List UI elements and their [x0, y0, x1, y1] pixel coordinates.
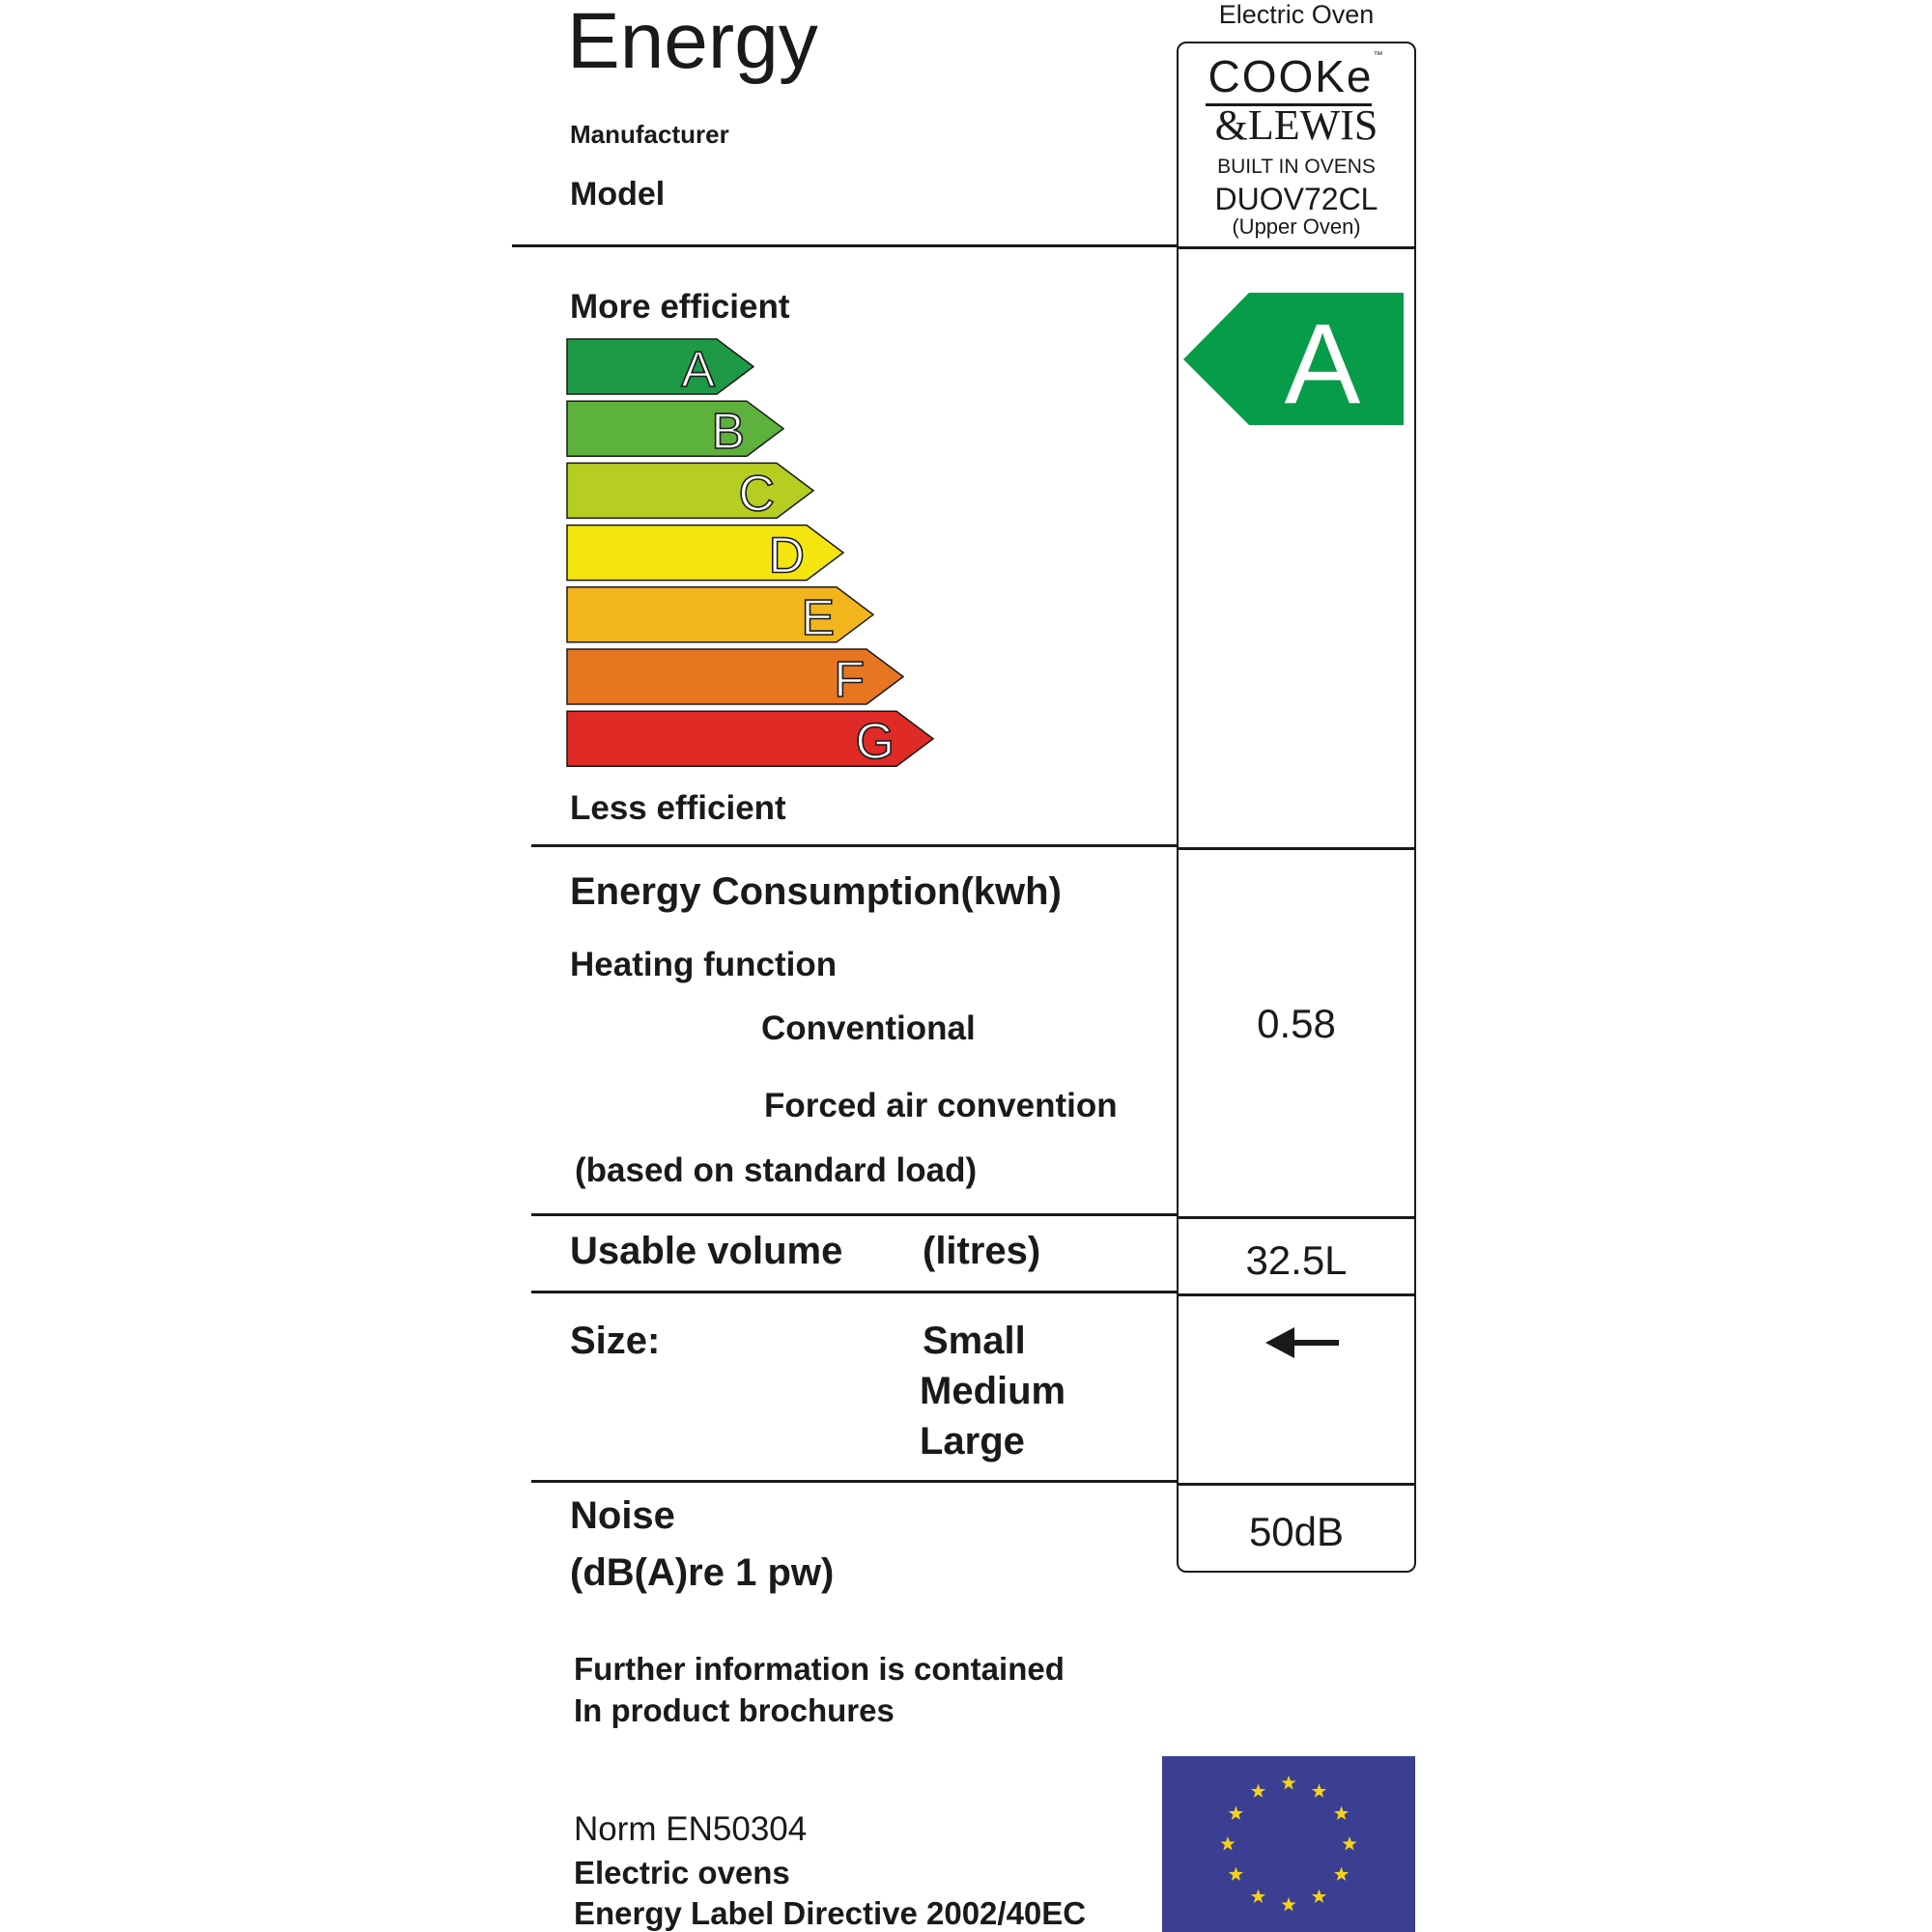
rating-letter: A [1284, 300, 1361, 428]
class-arrow-shape [567, 339, 753, 394]
size-option-large: Large [920, 1420, 1025, 1463]
class-letter-a: A [681, 342, 715, 398]
standard-load-note: (based on standard load) [575, 1151, 978, 1189]
class-letter-c: C [738, 466, 775, 523]
consumption-divider [531, 1213, 1177, 1216]
noise-label: Noise [570, 1494, 675, 1537]
eu-flag-icon [1162, 1756, 1415, 1932]
scale-divider [531, 844, 1177, 847]
brand-variant: (Upper Oven) [1232, 214, 1361, 239]
class-arrow-f [567, 649, 903, 708]
class-arrow-g [567, 711, 933, 770]
class-arrow-c [567, 463, 813, 522]
noise-unit: (dB(A)re 1 pw) [570, 1551, 835, 1594]
directive-text: Energy Label Directive 2002/40EC [574, 1895, 1087, 1931]
class-letter-b: B [711, 404, 745, 461]
norm-text: Norm EN50304 [574, 1810, 808, 1848]
volume-value: 32.5L [1245, 1237, 1348, 1283]
brand-logo-line2: &LEWIS [1214, 101, 1378, 149]
category-text: Electric ovens [574, 1855, 790, 1890]
brand-range: BUILT IN OVENS [1217, 156, 1376, 178]
trademark-mark: ™ [1373, 50, 1385, 61]
brand-model: DUOV72CL [1214, 182, 1378, 216]
class-letter-e: E [801, 589, 835, 646]
class-arrow-shape [567, 401, 783, 456]
class-letter-d: D [768, 527, 805, 584]
forced-air-label: Forced air convention [764, 1087, 1118, 1124]
class-arrow-d [567, 526, 843, 584]
less-efficient-label: Less efficient [570, 789, 786, 827]
more-efficient-label: More efficient [570, 288, 790, 326]
class-letter-g: G [855, 714, 895, 771]
conventional-label: Conventional [761, 1009, 976, 1047]
volume-divider [531, 1291, 1177, 1293]
label-title: Energy [567, 0, 818, 85]
class-arrow-b [567, 401, 783, 460]
product-type: Electric Oven [1218, 0, 1375, 29]
consumption-heading: Energy Consumption(kwh) [570, 870, 1062, 913]
class-arrow-e [567, 587, 873, 646]
size-divider [531, 1480, 1177, 1483]
manufacturer-label: Manufacturer [570, 120, 729, 149]
rating-arrow [1183, 293, 1406, 426]
class-arrow-a [567, 339, 753, 398]
conventional-value: 0.58 [1257, 1001, 1336, 1046]
size-option-small: Small [923, 1320, 1026, 1362]
model-label: Model [570, 176, 666, 213]
size-option-medium: Medium [920, 1370, 1066, 1412]
volume-unit: (litres) [923, 1230, 1041, 1272]
left-arrow-icon [1265, 1325, 1343, 1360]
noise-value: 50dB [1248, 1509, 1345, 1554]
size-label: Size: [570, 1320, 661, 1362]
class-arrow-shape [567, 463, 813, 518]
brand-logo-line1: COOKe [1208, 51, 1374, 101]
further-info-line1: Further information is contained [574, 1651, 1065, 1687]
heating-function-label: Heating function [570, 946, 838, 983]
volume-label: Usable volume [570, 1230, 843, 1272]
further-info-line2: In product brochures [574, 1692, 895, 1728]
class-letter-f: F [834, 652, 865, 708]
